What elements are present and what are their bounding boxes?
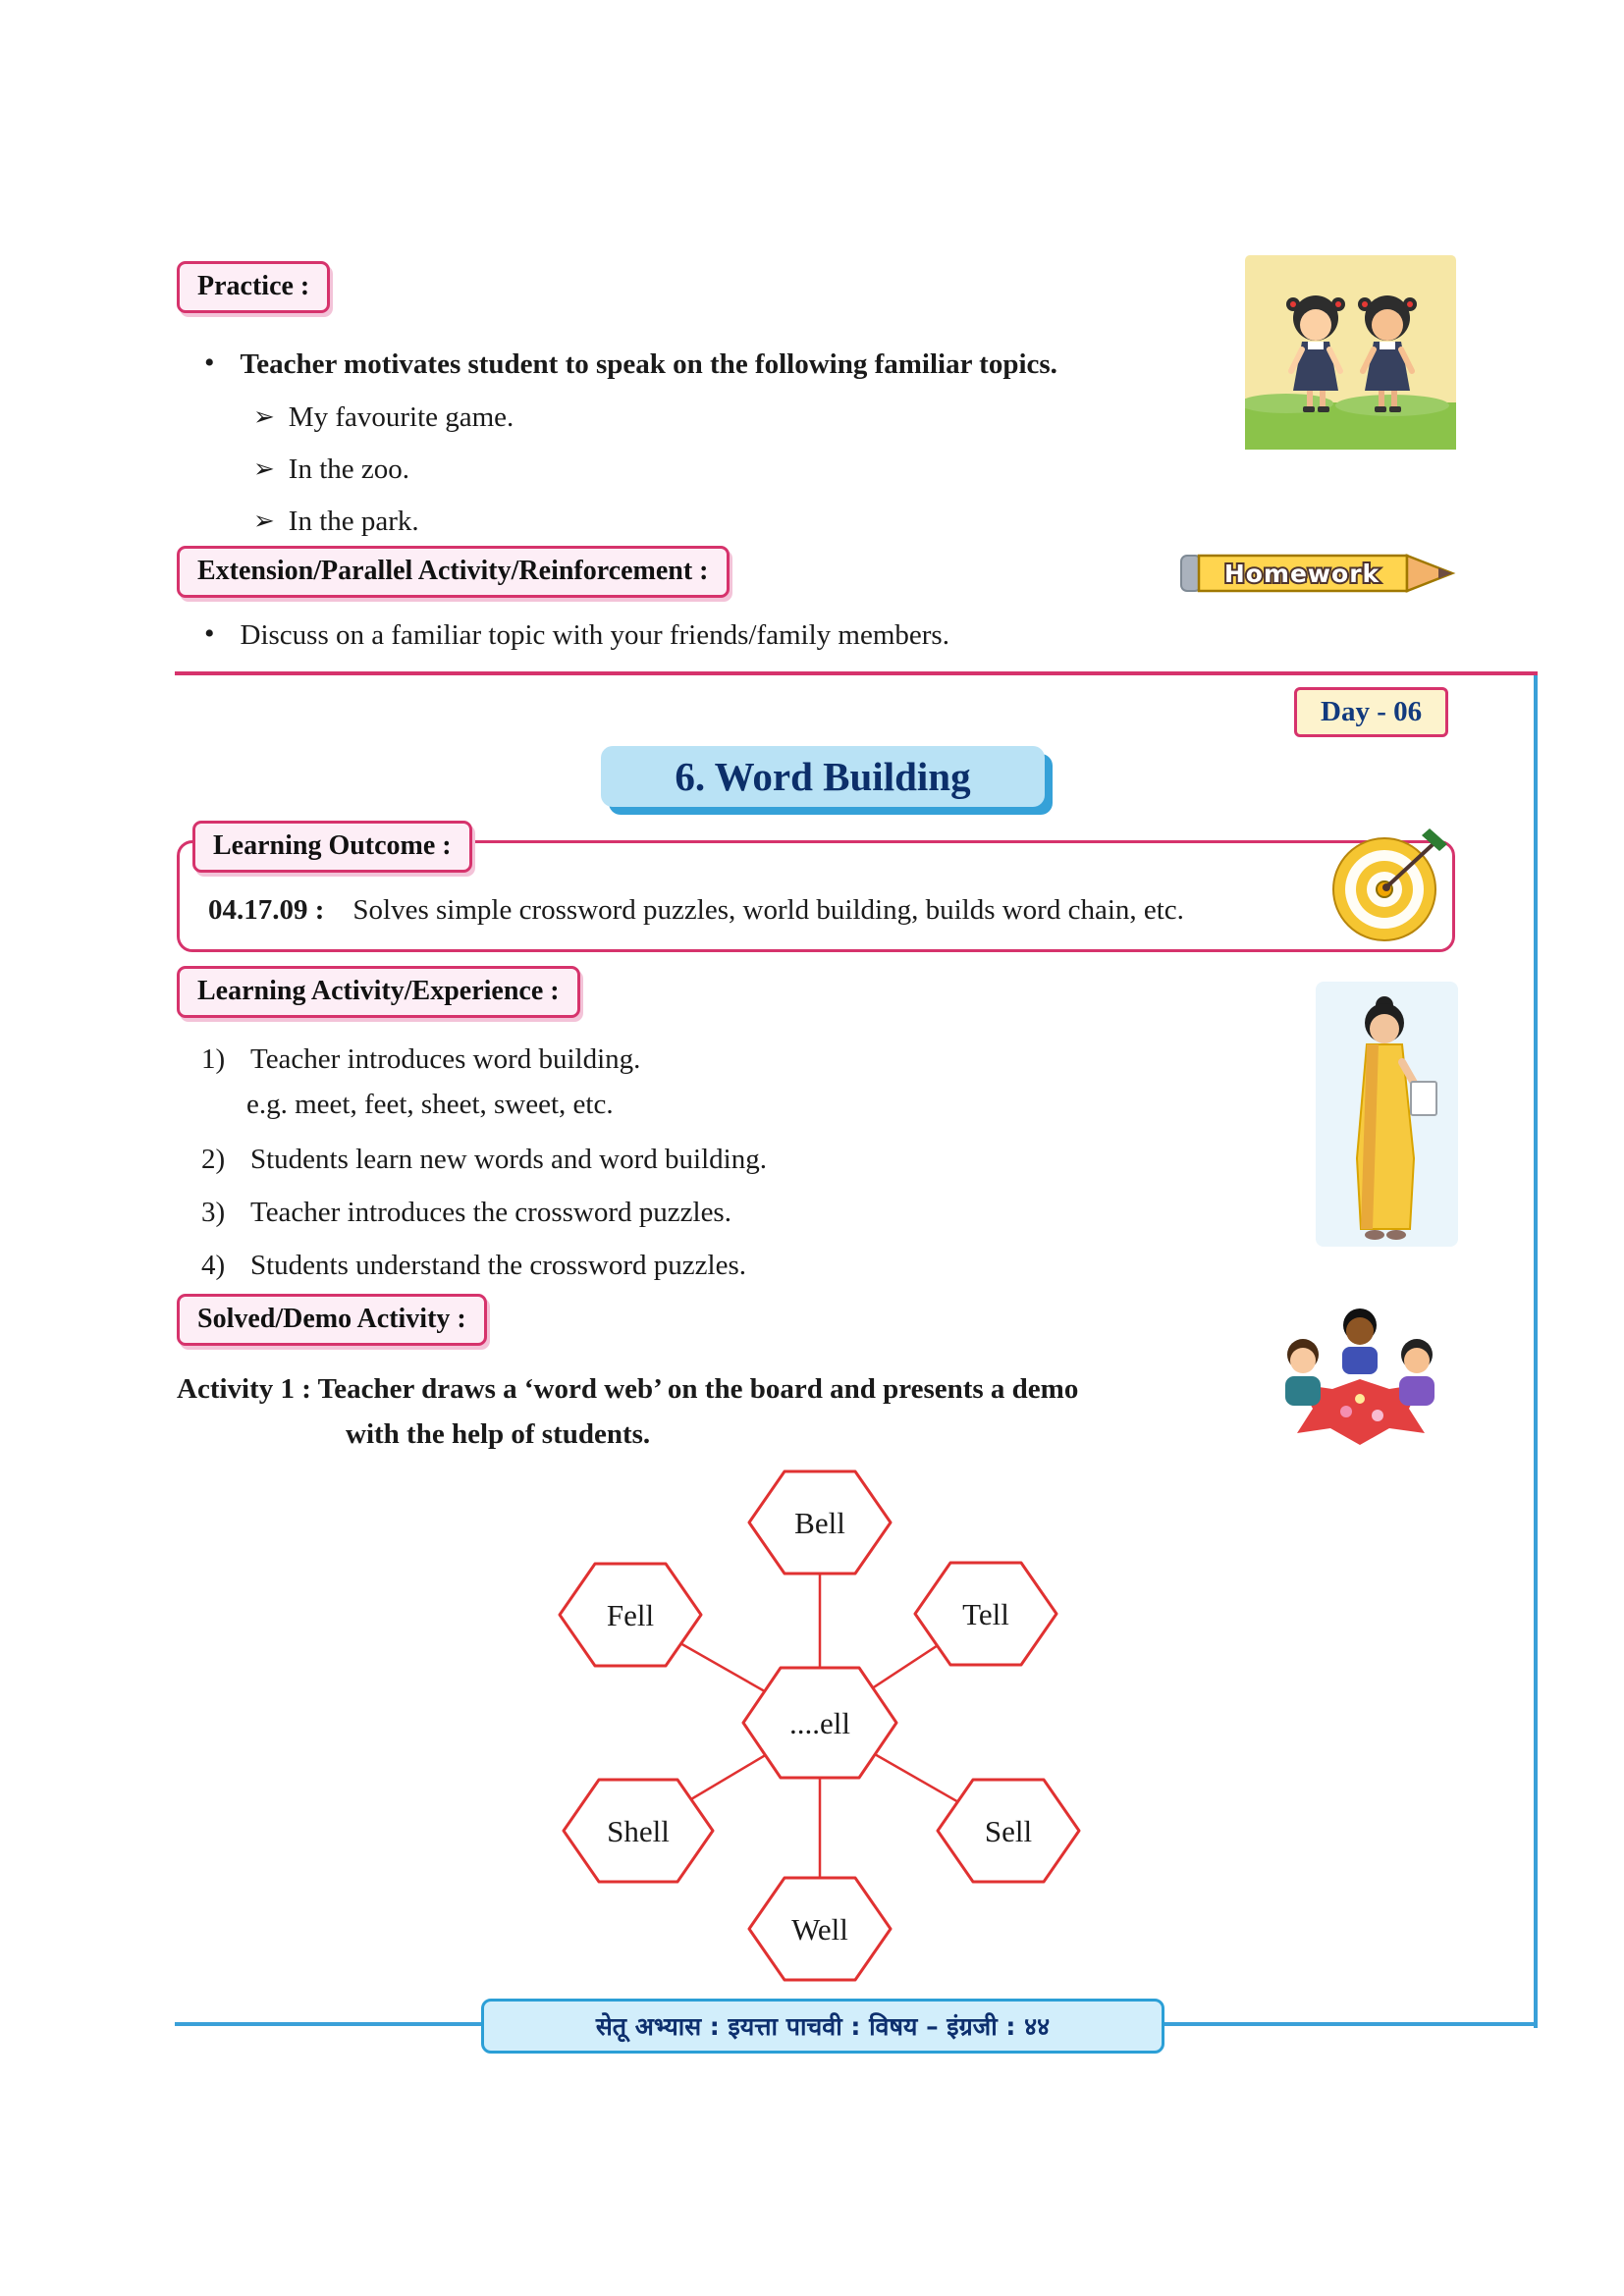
item-number: 3) (201, 1197, 226, 1228)
section-divider (175, 671, 1538, 675)
word-center: ....ell (789, 1706, 850, 1740)
target-icon (1324, 823, 1453, 952)
item-text: Teacher introduces the crossword puzzles. (250, 1197, 731, 1228)
activity-item-1 (201, 1041, 640, 1078)
footer-text: सेतू अभ्यास : इयत्ता पाचवी : विषय – इंग्रजी : ४४ (595, 2012, 1051, 2041)
day-badge-text: Day - 06 (1321, 696, 1423, 727)
solved-demo-label (177, 1294, 487, 1346)
topic-arrow-icon: ➢ (253, 454, 275, 483)
item-number: 4) (201, 1250, 226, 1281)
topic-row-2 (253, 451, 409, 488)
word-bell: Bell (794, 1506, 845, 1540)
item-number: 1) (201, 1043, 226, 1075)
item-subtext: e.g. meet, feet, sheet, sweet, etc. (246, 1089, 614, 1120)
activity-item-2 (201, 1141, 767, 1178)
children-playing-icon (1262, 1286, 1458, 1453)
footer-badge (481, 1999, 1164, 2054)
learning-outcome-row (208, 891, 1308, 929)
topic-row-3 (253, 503, 419, 540)
extension-label-text: Extension/Parallel Activity/Reinforcement : (197, 556, 709, 586)
word-well: Well (791, 1912, 848, 1947)
students-illustration (1245, 255, 1456, 454)
two-students-icon (1245, 255, 1456, 450)
bullet-icon: • (204, 617, 215, 650)
learning-activity-label-text: Learning Activity/Experience : (197, 976, 560, 1006)
teacher-icon (1316, 982, 1458, 1247)
children-illustration (1262, 1286, 1458, 1458)
target-illustration (1324, 823, 1453, 957)
homework-badge (1173, 546, 1463, 606)
item-number: 2) (201, 1144, 226, 1175)
outcome-code: 04.17.09 : (208, 894, 325, 926)
word-web-svg (447, 1439, 1193, 2048)
word-tell: Tell (962, 1597, 1009, 1631)
learning-outcome-label-text: Learning Outcome : (213, 830, 452, 861)
word-fell: Fell (606, 1598, 655, 1632)
learning-activity-label (177, 966, 580, 1018)
activity-item-3 (201, 1194, 731, 1231)
topic-row-1 (253, 399, 514, 436)
topic-text: In the zoo. (288, 454, 410, 485)
bullet-icon: • (204, 347, 215, 379)
chapter-title (601, 746, 1045, 807)
page-frame-right-line (1534, 675, 1538, 2028)
word-sell: Sell (984, 1814, 1033, 1848)
word-web-diagram (447, 1439, 1193, 2053)
topic-text: My favourite game. (288, 401, 514, 433)
activity-item-4 (201, 1247, 746, 1284)
item-text: Teacher introduces word building. (250, 1043, 641, 1075)
homework-badge-text: Homework (1223, 560, 1380, 588)
extension-bullet-row (204, 616, 1382, 654)
learning-outcome-label (192, 821, 472, 873)
chapter-title-text: 6. Word Building (675, 754, 971, 799)
pencil-icon (1173, 546, 1463, 601)
activity1-line1: Activity 1 : Teacher draws a ‘word web’ on the board and presents a demo (177, 1373, 1079, 1405)
practice-bullet-row (204, 346, 1235, 383)
solved-demo-label-text: Solved/Demo Activity : (197, 1304, 466, 1334)
topic-arrow-icon: ➢ (253, 402, 275, 431)
practice-label-text: Practice : (197, 271, 310, 301)
outcome-text: Solves simple crossword puzzles, world building, builds word chain, etc. (352, 894, 1184, 926)
topic-text: In the park. (288, 506, 419, 537)
topic-arrow-icon: ➢ (253, 507, 275, 535)
activity-item-1-sub (246, 1086, 614, 1123)
teacher-illustration (1316, 982, 1458, 1252)
extension-bullet-text: Discuss on a familiar topic with your friends/family members. (240, 619, 949, 651)
item-text: Students understand the crossword puzzles. (250, 1250, 746, 1281)
practice-bullet-text: Teacher motivates student to speak on the following familiar topics. (240, 348, 1057, 380)
day-badge (1294, 687, 1448, 737)
practice-section-label (177, 261, 330, 313)
word-shell: Shell (607, 1814, 670, 1848)
item-text: Students learn new words and word building. (250, 1144, 767, 1175)
activity1-line2: with the help of students. (346, 1418, 651, 1450)
extension-section-label (177, 546, 730, 598)
